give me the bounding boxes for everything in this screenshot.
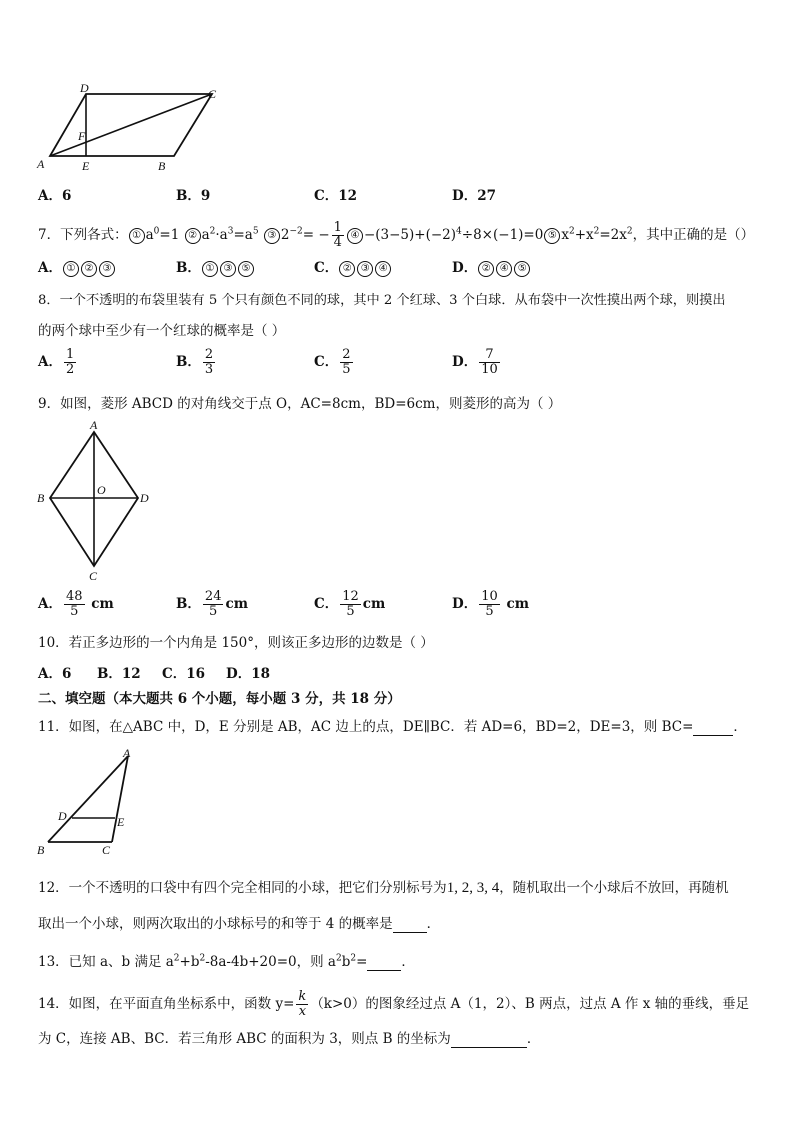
label-F: F [78,129,86,143]
q8-option-a[interactable]: A． $\frac{1}{2}$ [38,347,75,377]
q13-question: 13．已知 a、b 满足 $a^2+b^2-8a-4b+20=0$，则 $a^2b^2=$ ． [38,953,415,970]
q9-option-c[interactable]: C． $\frac{12}{5}$ cm [314,589,386,619]
q7-option-b[interactable]: B． ① ③ ⑤ [176,259,255,277]
circle-3: ③ [264,228,280,244]
circle-5: ⑤ [544,228,560,244]
q13-answer-blank[interactable] [367,956,401,971]
q7-option-a[interactable]: A． ① ② ③ [38,259,116,277]
q7-option-c[interactable]: C． ② ③ ④ [314,259,392,277]
label-A: A [37,157,45,171]
label-A: A [123,746,131,760]
q10-option-d[interactable]: D．18 [226,666,270,682]
q9-option-d[interactable]: D． $\frac{10}{5}$ cm [452,589,529,619]
label-D: D [58,809,67,823]
q14-line-2: 为 C，连接 AB、BC．若三角形 ABC 的面积为 3，则点 B 的坐标为 ． [38,1031,541,1047]
q10-option-a[interactable]: A．6 [38,666,72,682]
label-C: C [102,843,111,857]
section-title: 二、填空题（本大题共 6 个小题，每小题 3 分，共 18 分） [38,691,401,707]
parallelogram-figure [34,82,224,174]
q8-option-c[interactable]: C． $\frac{2}{5}$ [314,347,351,377]
label-B: B [37,843,45,857]
q14-fraction: $\frac{k}{x}$ [298,989,307,1019]
q12-line-2: 取出一个小球，则两次取出的小球标号的和等于 4 的概率是 ． [38,916,441,932]
q14-answer-blank[interactable] [451,1033,527,1048]
q6-option-c[interactable]: C．12 [314,188,358,204]
rhombus-figure [34,418,154,582]
q8-line-1: 8．一个不透明的布袋里装有 5 个只有颜色不同的球，其中 2 个红球、3 个白球．从布袋中一次性摸出两个球，则摸出 [38,293,726,308]
label-B: B [158,159,166,173]
q8-option-b[interactable]: B． $\frac{2}{3}$ [176,347,214,377]
q10-option-b[interactable]: B．12 [97,666,141,682]
label-O: O [97,483,106,497]
label-E: E [82,159,90,173]
q12-answer-blank[interactable] [393,918,427,933]
q14-line-1: 14．如图，在平面直角坐标系中，函数 y= $\frac{k}{x}$ （k>0）的图象经过点 A（1，2）、B 两点，过点 A 作 x 轴的垂线，垂足 [38,989,750,1019]
q9-option-b[interactable]: B． $\frac{24}{5}$ cm [176,589,248,619]
q7-fraction: $\frac{1}{4}$ [333,220,342,250]
label-C: C [208,87,217,101]
q6-option-d[interactable]: D．27 [452,188,496,204]
q8-line-2: 的两个球中至少有一个红球的概率是（ ） [38,323,286,339]
q9-option-a[interactable]: A． $\frac{48}{5}$ cm [38,589,114,619]
q7-question: 7．下列各式： ① $a^0=1$ ② $a^2\cdot a^3=a^5$ ③ $2^{-2}=$ − $\frac{1}{4}$ ④ $-(3-5)+(-2)^4\div 8\times(-1)=0$ ⑤ $x^2+x^2=2x^2$，其中正确的是（） [38,220,755,250]
label-D: D [80,82,89,95]
q6-option-a[interactable]: A．6 [38,188,72,204]
label-D: D [140,491,149,505]
circle-2: ② [185,228,201,244]
label-E: E [117,815,125,829]
q10-question: 10．若正多边形的一个内角是 150°，则该正多边形的边数是（ ） [38,635,434,651]
q11-question: 11．如图，在△ABC 中，D，E 分别是 AB，AC 边上的点，DE∥BC．若 AD=6，BD=2，DE=3，则 BC= ． [38,719,747,735]
q12-line-1: 12．一个不透明的口袋中有四个完全相同的小球，把它们分别标号为1, 2, 3, 4，随机取出一个小球后不放回，再随机 [38,880,729,896]
q6-option-b[interactable]: B．9 [176,188,211,204]
q7-option-d[interactable]: D． ② ④ ⑤ [452,259,531,277]
circle-1: ① [129,228,145,244]
q9-question: 9．如图，菱形 ABCD 的对角线交于点 O，AC=8cm，BD=6cm，则菱形的高为（ ） [38,396,562,412]
q10-option-c[interactable]: C．16 [162,666,206,682]
circle-4: ④ [347,228,363,244]
label-C: C [89,569,98,582]
label-B: B [37,491,45,505]
triangle-figure [34,744,144,860]
q11-answer-blank[interactable] [693,721,733,736]
label-A: A [90,418,98,432]
q8-option-d[interactable]: D． $\frac{7}{10}$ [452,347,498,377]
